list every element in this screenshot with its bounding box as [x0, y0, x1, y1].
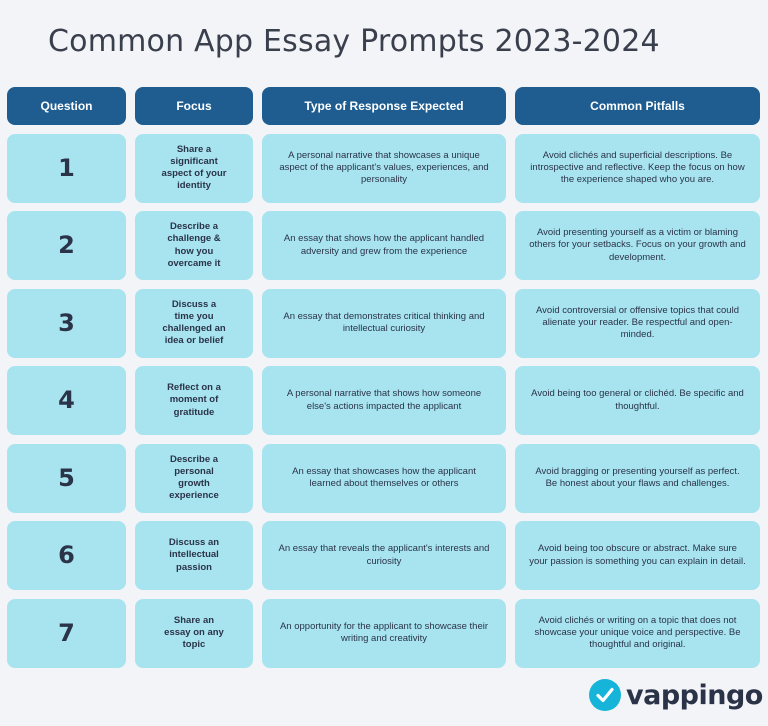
check-icon — [589, 679, 621, 711]
pitfalls-cell: Avoid bragging or presenting yourself as perfect. Be honest about your flaws and challenges. — [515, 444, 760, 513]
pitfalls-cell: Avoid clichés and superficial descriptions. Be introspective and reflective. Keep the focus on how the experience shaped who you are. — [515, 134, 760, 203]
pitfalls-cell: Avoid clichés or writing on a topic that does not showcase your unique voice and perspective. Be thoughtful and original. — [515, 599, 760, 668]
header-pitfalls: Common Pitfalls — [515, 87, 760, 125]
header-response: Type of Response Expected — [262, 87, 506, 125]
page-title: Common App Essay Prompts 2023-2024 — [48, 24, 660, 59]
question-number: 2 — [7, 211, 126, 280]
question-number: 7 — [7, 599, 126, 668]
question-number: 4 — [7, 366, 126, 435]
pitfalls-cell: Avoid controversial or offensive topics that could alienate your reader. Be respectful and open-minded. — [515, 289, 760, 358]
focus-cell: Discuss a time you challenged an idea or belief — [135, 289, 253, 358]
response-cell: An essay that demonstrates critical thinking and intellectual curiosity — [262, 289, 506, 358]
pitfalls-cell: Avoid being too obscure or abstract. Make sure your passion is something you can explain in detail. — [515, 521, 760, 590]
pitfalls-cell: Avoid being too general or clichéd. Be specific and thoughtful. — [515, 366, 760, 435]
header-focus: Focus — [135, 87, 253, 125]
prompts-table — [7, 87, 759, 668]
question-number: 5 — [7, 444, 126, 513]
pitfalls-cell: Avoid presenting yourself as a victim or blaming others for your setbacks. Focus on your growth and development. — [515, 211, 760, 280]
focus-cell: Share a significant aspect of your identity — [135, 134, 253, 203]
focus-cell: Describe a personal growth experience — [135, 444, 253, 513]
focus-cell: Discuss an intellectual passion — [135, 521, 253, 590]
vappingo-logo — [589, 679, 763, 711]
question-number: 3 — [7, 289, 126, 358]
logo-text: vappingo — [626, 679, 763, 711]
response-cell: A personal narrative that shows how someone else's actions impacted the applicant — [262, 366, 506, 435]
focus-cell: Describe a challenge & how you overcame it — [135, 211, 253, 280]
header-question: Question — [7, 87, 126, 125]
question-number: 1 — [7, 134, 126, 203]
response-cell: An essay that showcases how the applicant learned about themselves or others — [262, 444, 506, 513]
response-cell: A personal narrative that showcases a unique aspect of the applicant's values, experiences, and personality — [262, 134, 506, 203]
question-number: 6 — [7, 521, 126, 590]
focus-cell: Reflect on a moment of gratitude — [135, 366, 253, 435]
response-cell: An essay that shows how the applicant handled adversity and grew from the experience — [262, 211, 506, 280]
response-cell: An essay that reveals the applicant's interests and curiosity — [262, 521, 506, 590]
focus-cell: Share an essay on any topic — [135, 599, 253, 668]
response-cell: An opportunity for the applicant to showcase their writing and creativity — [262, 599, 506, 668]
